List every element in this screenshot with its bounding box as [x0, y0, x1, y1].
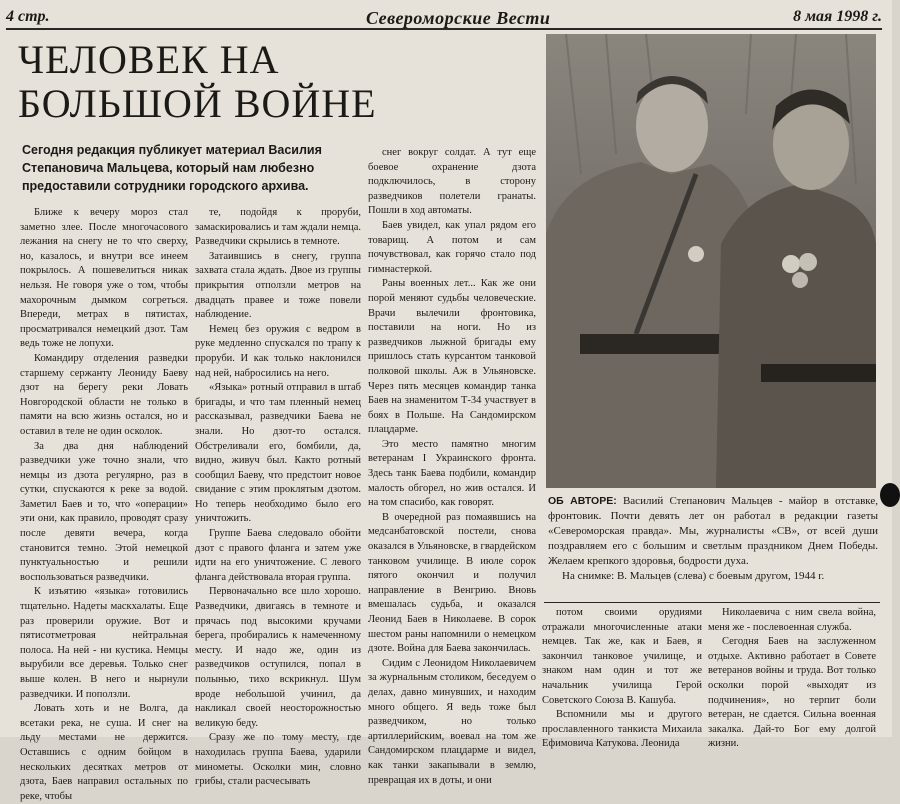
- paragraph: Первоначально все шло хорошо. Разведчики, двигаясь в темноте и прячась под высокими кручами берега, пробирались к намеченному месту. И надо же, один из разведчиков оступился, попал в полынью, тихо вскрикнул. Шум вроде небольшой учинил, да накликал своей неосторожностью великую беду.: [195, 586, 361, 729]
- issue-date: 8 мая 1998 г.: [793, 8, 882, 25]
- paragraph: Затаившись в снегу, группа захвата стала ждать. Двое из группы прикрытия отползли метров на двадцать правее и тоже повели наблюдение.: [195, 250, 361, 321]
- column-divider: [544, 602, 880, 603]
- paragraph: Командиру отделения разведки старшему сержанту Леониду Баеву дзот на берегу реки Ловать Новгородской области не только в памяти на всю жизнь остался, но и оставил в теле не один осколок.: [20, 352, 188, 437]
- about-author-text: Василий Степанович Мальцев - майор в отставке, фронтовик. Почти девять лет он работал в редакции газеты «Североморская правда». Мы, журналисты «СВ», от всей души поздравляем его с большим и светлым праздником Днем Победы. Желаем крепкого здоровья, бодрости духа.: [548, 495, 878, 567]
- article-column-1: [20, 206, 188, 802]
- page-header: [6, 8, 882, 30]
- paragraph: потом своими орудиями отражали многочисленные атаки немцев. Так же, как и Баев, я закончил танковое училище, и знаком нам один и тот же начальник училища Герой Советского Союза В. Кашуба.: [542, 607, 702, 706]
- article-lead: Сегодня редакция публикует материал Василия Степановича Мальцева, который нам любезно предоставили сотрудники городского архива.: [22, 143, 322, 193]
- paragraph: те, подойдя к проруби, замаскировались и там ждали немца. Разведчики скрылись в темноте.: [195, 207, 361, 248]
- photo-description: На снимке: В. Мальцев (слева) с боевым другом, 1944 г.: [562, 570, 825, 582]
- paragraph: Немец без оружия с ведром в руке медленно спускался по трапу к проруби. И как только наклонился над ней, набросились на него.: [195, 323, 361, 379]
- title-line-2: БОЛЬШОЙ ВОЙНЕ: [18, 81, 377, 126]
- paragraph: Сразу же по тому месту, где находилась группа Баева, ударили минометы. Осколки мин, словно грибы, стали расчесывать: [195, 732, 361, 788]
- publication-name: Североморские Вести: [366, 8, 551, 28]
- title-line-1: ЧЕЛОВЕК НА: [18, 37, 280, 82]
- paragraph: Николаевича с ним свела война, меня же - послевоенная служба.: [708, 607, 876, 633]
- author-photo: [546, 34, 876, 488]
- paragraph: Это место памятно многим ветеранам I Украинского фронта. Здесь танк Баева подбили, командир малость обгорел, но жив остался. И на том спасибо, как говорят.: [368, 438, 536, 509]
- article-column-4: [542, 606, 702, 750]
- paragraph: Баев увидел, как упал рядом его товарищ. А потом и сам почувствовал, как горячо стало под гимнастеркой.: [368, 219, 536, 275]
- about-author: [548, 494, 878, 569]
- paragraph: снег вокруг солдат. А тут еще боевое охранение дзота подключилось, в сторону разведчиков полетели гранаты. Пошли в ход автоматы.: [368, 147, 536, 217]
- binder-hole: [880, 483, 900, 507]
- article-column-2: [195, 206, 361, 788]
- article-column-3: [368, 146, 536, 786]
- about-author-label: ОБ АВТОРЕ:: [548, 495, 617, 507]
- paragraph: Сидим с Леонидом Николаевичем за журнальным столиком, беседуем о делах, давно минувших, и находим много общего. Я ведь тоже был разведчиком, но только артиллерийским, воевал на том же Сандомирском плацдарме и видел, как танки закапывали в землю, превращая их в доты, и они: [368, 657, 536, 786]
- paragraph: За два дня наблюдений разведчики уже точно знали, что немцы из дзота регулярно, раз в сутки, спускаются к реке за водой. Заметил Баев и то, что «операции» эти они, как правило, проводят сразу после девяти вечера, когда становится темно. Этой немецкой пунктуальностью и решили воспользоваться разведчики.: [20, 440, 188, 583]
- paragraph: Сегодня Баев на заслуженном отдыхе. Активно работает в Совете ветеранов войны и труда. Вот только осколки порой «выходят из подчинения», но терпит боли ветеран, не сдается. Сильна военная закалка. Дай-то Бог ему долгой жизни.: [708, 636, 876, 750]
- photo-caption: [548, 494, 878, 584]
- paragraph: К изъятию «языка» готовились тщательно. Надеты маскхалаты. Еще раз проверили оружие. Вот и пятисотметровая нейтральная полоса. На ней - ни кустика. Немцы вырубили все деревья. Только снег выше колен. В него и нырнули разведчики. И поползли.: [20, 586, 188, 700]
- paragraph: Группе Баева следовало обойти дзот с правого фланга и затем уже идти на его уничтожение. С левого фланга действовала вторая группа.: [195, 528, 361, 583]
- article-title: [18, 38, 538, 126]
- paragraph: Ближе к вечеру мороз стал заметно злее. После многочасового лежания на снегу не то что сверху, но, казалось, и внутри все инеем покрылось. А пошевелиться никак нельзя. Не говоря уже о том, чтобы махорочным дымком согреться. Впереди, метрах в пятистах, просматривался немецкий дзот. Там ведь тоже не лопухи.: [20, 207, 188, 350]
- article-column-5: [708, 606, 876, 750]
- photo-illustration: [546, 34, 876, 488]
- paragraph: «Языка» ротный отправил в штаб бригады, и что там пленный немец рассказывал, разведчики Баева не знали. Но дзот-то остался. Обстреливали его, бомбили, да, видно, живуч был. Както ротный сообщил Баеву, что предстоит новое свидание с этим проклятым дзотом. Но теперь необходимо было его уничтожить.: [195, 382, 361, 525]
- paragraph: Раны военных лет... Как же они порой меняют судьбы человеческие. Врачи вылечили фронтовика, поставили на ноги. Но из разведчиков лыжной бригады ему пришлось стать курсантом танковой полковой школы. Аж в Ульяновске. Через пять месяцев командир танка Баев на знаменитом Т-34 участвует в боях в Польше. На Сандомирском плацдарме.: [368, 278, 536, 436]
- paragraph: Вспомнили мы и другого прославленного танкиста Михаила Ефимовича Катукова. Леонида: [542, 709, 702, 750]
- paragraph: В очередной раз помаявшись на медсанбатовской постели, снова оказался в Ульяновске, в гвардейском танковом училище. В июле сорок пятого окончил и получил направление в Венгрию. Вновь вмешалась судьба, и оказался Леонид Баев в Николаеве. В сорок шестом раны напомнили о немецком дзоте. Война для Баева закончилась.: [368, 511, 536, 655]
- paragraph: Ловать хоть и не Волга, да всетаки река, не суша. И снег на льду местами не держится. Оставшись с одним бойцом в нескольких десятках метров от дзота, Баев направил остальных по реке, чтобы: [20, 703, 188, 802]
- page-number: 4 стр.: [6, 8, 50, 25]
